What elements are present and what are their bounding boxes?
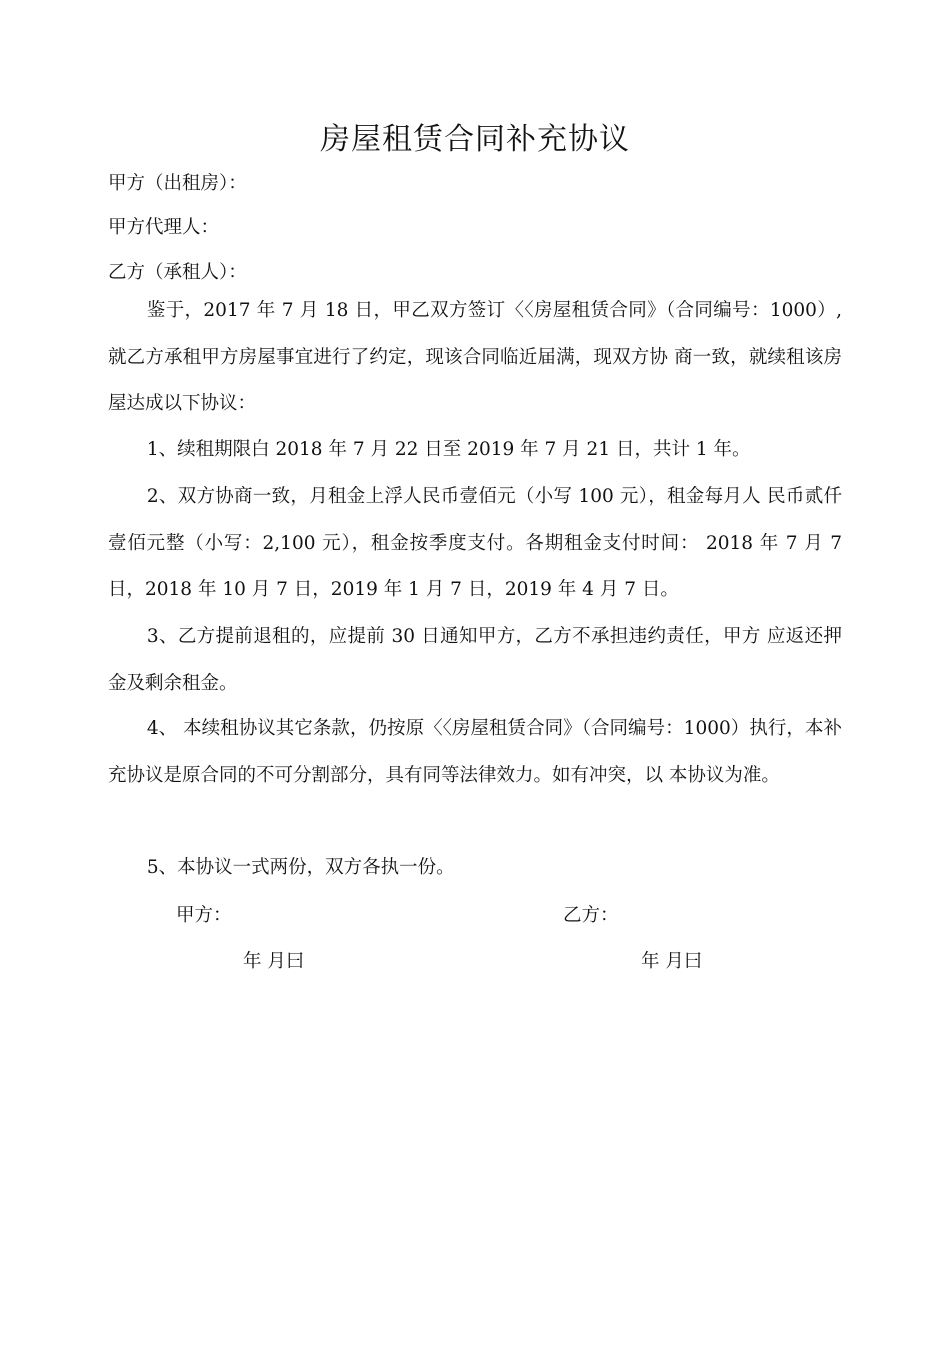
party-b-line: 乙方（承租人）： <box>108 262 247 283</box>
party-b-signature-label: 乙方： <box>563 905 619 926</box>
clause-2: 2、双方协商一致，月租金上浮人民币壹佰元（小写 100 元），租金每月人 民币贰仟壹佰元整（小写：2,100 元），租金按季度支付。各期租金支付时间： 2018 年 7 月 7 日，2018 年 10 月 7 日，2019 年 1 月 7 日，2019 年 4 月 7 日。 <box>108 486 842 600</box>
clause-4: 4、 本续租协议其它条款，仍按原〈〈房屋租赁合同》（合同编号：1000）执行，本补充协议是原合同的不可分割部分，具有同等法律效力。如有冲突，以 本协议为准。 <box>108 718 842 786</box>
party-a-agent-line: 甲方代理人： <box>108 217 220 238</box>
preamble-paragraph: 鉴于，2017 年 7 月 18 日，甲乙双方签订〈〈房屋租赁合同》（合同编号：1000）,就乙方承租甲方房屋事宜进行了约定，现该合同临近届满，现双方协 商一致，就续租该房屋达成以下协议： <box>108 300 842 414</box>
document-title: 房屋租赁合同补充协议 <box>320 122 630 157</box>
party-b-signature-date: 年 月曰 <box>641 951 703 972</box>
clause-5: 5、本协议一式两份，双方各执一份。 <box>146 857 455 878</box>
party-a-signature-date: 年 月曰 <box>243 951 305 972</box>
party-a-line: 甲方（出租房）： <box>108 173 247 194</box>
clause-1: 1、续租期限白 2018 年 7 月 22 日至 2019 年 7 月 21 日，共计 1 年。 <box>146 439 751 460</box>
clause-3: 3、乙方提前退租的，应提前 30 日通知甲方，乙方不承担违约责任，甲方 应返还押金及剩余租金。 <box>108 626 842 694</box>
party-a-signature-label: 甲方： <box>176 905 232 926</box>
